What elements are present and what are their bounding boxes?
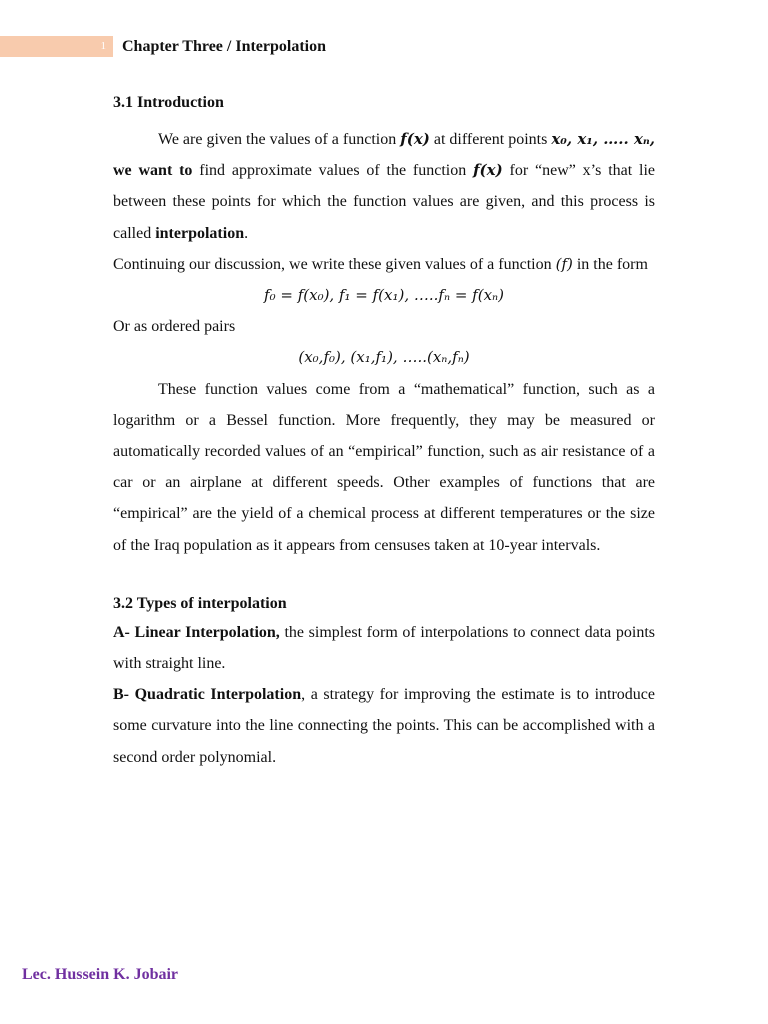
- document-body: [113, 90, 655, 773]
- intro-paragraph-3: Or as ordered pairs: [113, 318, 236, 336]
- text-run: in the form: [572, 255, 648, 273]
- function-f: (f): [555, 254, 573, 273]
- linear-interpolation-item: [113, 617, 655, 679]
- text-run: .: [244, 224, 249, 242]
- intro-paragraph-1: [113, 124, 655, 249]
- text-run-bold: we want to: [113, 162, 193, 180]
- page-number-bar: [0, 36, 113, 57]
- text-run: find approximate values of the function: [192, 162, 474, 180]
- linear-interpolation-label: A- Linear Interpolation,: [113, 623, 280, 641]
- linear-interpolation-text: the simplest form of interpolations to connect data points with straight line.: [113, 623, 656, 673]
- footer-author: Lec. Hussein K. Jobair: [22, 966, 179, 983]
- text-run: for “new” x’s that lie between these points for which the function values are given, and this process is called: [113, 162, 656, 242]
- term-interpolation: interpolation: [155, 224, 245, 242]
- equation-ordered-pairs: (x₀,f₀), (x₁,f₁), …..(xₙ,fₙ): [298, 348, 470, 367]
- page-number: 1: [100, 40, 106, 52]
- intro-paragraph-4: These function values come from a “mathematical” function, such as a logarithm or a Bessel function. More frequently, they may be measured or automatically recorded values of an “empirical” function, such as air resistance of a car or an airplane at different speeds. Other examples of functions that are “empirical” are the yield of a chemical process at different temperatures or the size of the Iraq population as it appears from censuses taken at 10-year intervals.: [113, 380, 655, 554]
- function-fx: f(x): [473, 161, 503, 180]
- chapter-title: Chapter Three / Interpolation: [122, 38, 327, 55]
- text-run: We are given the values of a function: [158, 131, 401, 148]
- intro-paragraph-2: [113, 249, 655, 280]
- function-fx: f(x): [400, 130, 430, 148]
- section-heading-types: 3.2 Types of interpolation: [113, 594, 287, 612]
- equation-function-values: f₀ = f(x₀), f₁ = f(x₁), …..fₙ = f(xₙ): [264, 286, 504, 305]
- text-run: Continuing our discussion, we write these given values of a function: [113, 255, 556, 273]
- quadratic-interpolation-label: B- Quadratic Interpolation: [113, 686, 302, 704]
- quadratic-interpolation-text: , a strategy for improving the estimate is to introduce some curvature into the line connecting the points. This can be accomplished with a second order polynomial.: [113, 686, 656, 766]
- section-heading-introduction: 3.1 Introduction: [113, 94, 224, 111]
- page-header: [0, 36, 768, 57]
- points-list: x₀, x₁, ….. xₙ,: [551, 130, 656, 148]
- text-run: at different points: [429, 131, 552, 148]
- quadratic-interpolation-item: [113, 679, 655, 773]
